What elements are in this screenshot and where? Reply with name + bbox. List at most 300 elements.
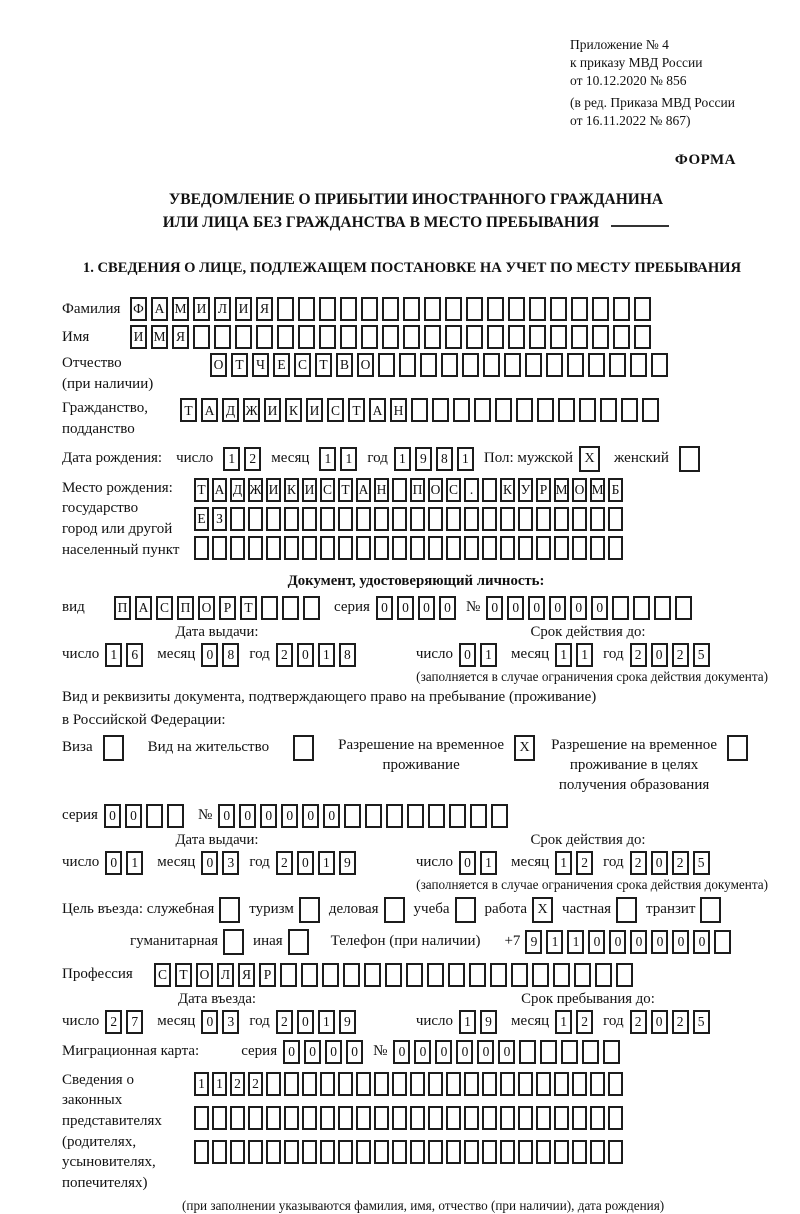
char-box[interactable] bbox=[356, 1072, 371, 1096]
char-box[interactable] bbox=[608, 1072, 623, 1096]
char-box[interactable]: 8 bbox=[222, 643, 239, 667]
char-box[interactable]: 0 bbox=[239, 804, 256, 828]
char-box[interactable]: 2 bbox=[230, 1072, 245, 1096]
char-box[interactable] bbox=[508, 297, 525, 321]
char-box[interactable] bbox=[266, 1140, 281, 1164]
char-box[interactable] bbox=[537, 398, 554, 422]
char-box[interactable]: 1 bbox=[459, 1010, 476, 1034]
char-box[interactable] bbox=[592, 297, 609, 321]
char-box[interactable] bbox=[600, 398, 617, 422]
char-box[interactable] bbox=[608, 1106, 623, 1130]
char-box[interactable] bbox=[428, 1140, 443, 1164]
char-box[interactable]: А bbox=[369, 398, 386, 422]
char-box[interactable] bbox=[466, 297, 483, 321]
char-box[interactable]: Т bbox=[180, 398, 197, 422]
char-box[interactable] bbox=[320, 1140, 335, 1164]
char-box[interactable] bbox=[338, 536, 353, 560]
char-box[interactable]: 3 bbox=[222, 1010, 239, 1034]
char-box[interactable] bbox=[561, 1040, 578, 1064]
char-box[interactable] bbox=[284, 1072, 299, 1096]
char-box[interactable] bbox=[550, 297, 567, 321]
char-box[interactable]: 0 bbox=[549, 596, 566, 620]
char-box[interactable] bbox=[410, 1140, 425, 1164]
char-box[interactable] bbox=[338, 1072, 353, 1096]
char-box[interactable] bbox=[608, 536, 623, 560]
char-box[interactable]: Я bbox=[256, 297, 273, 321]
char-box[interactable] bbox=[410, 507, 425, 531]
char-box[interactable]: 0 bbox=[459, 851, 476, 875]
checkbox[interactable]: X bbox=[514, 735, 535, 761]
char-box[interactable] bbox=[428, 507, 443, 531]
char-box[interactable]: 2 bbox=[244, 447, 261, 471]
char-box[interactable] bbox=[504, 353, 521, 377]
char-box[interactable] bbox=[453, 398, 470, 422]
char-box[interactable] bbox=[518, 536, 533, 560]
checkbox[interactable] bbox=[727, 735, 748, 761]
checkbox[interactable] bbox=[455, 897, 476, 923]
char-box[interactable] bbox=[590, 1106, 605, 1130]
char-box[interactable]: 3 bbox=[222, 851, 239, 875]
char-box[interactable] bbox=[194, 536, 209, 560]
char-box[interactable] bbox=[411, 398, 428, 422]
char-box[interactable]: 2 bbox=[630, 851, 647, 875]
char-box[interactable] bbox=[590, 536, 605, 560]
char-box[interactable]: Ф bbox=[130, 297, 147, 321]
char-box[interactable] bbox=[540, 1040, 557, 1064]
char-box[interactable] bbox=[495, 398, 512, 422]
char-box[interactable]: 0 bbox=[201, 1010, 218, 1034]
char-box[interactable] bbox=[277, 297, 294, 321]
char-box[interactable]: 1 bbox=[126, 851, 143, 875]
char-box[interactable] bbox=[403, 297, 420, 321]
char-box[interactable] bbox=[343, 963, 360, 987]
char-box[interactable] bbox=[482, 536, 497, 560]
char-box[interactable]: 1 bbox=[223, 447, 240, 471]
char-box[interactable]: Р bbox=[536, 478, 551, 502]
char-box[interactable] bbox=[536, 1072, 551, 1096]
char-box[interactable]: И bbox=[130, 325, 147, 349]
char-box[interactable] bbox=[572, 1072, 587, 1096]
char-box[interactable]: 1 bbox=[318, 643, 335, 667]
char-box[interactable] bbox=[302, 507, 317, 531]
char-box[interactable]: П bbox=[410, 478, 425, 502]
char-box[interactable]: 1 bbox=[318, 851, 335, 875]
char-box[interactable] bbox=[427, 963, 444, 987]
char-box[interactable]: 0 bbox=[459, 643, 476, 667]
char-box[interactable] bbox=[482, 478, 497, 502]
char-box[interactable] bbox=[230, 507, 245, 531]
char-box[interactable] bbox=[616, 963, 633, 987]
char-box[interactable]: 8 bbox=[436, 447, 453, 471]
char-box[interactable] bbox=[446, 1140, 461, 1164]
char-box[interactable]: 0 bbox=[323, 804, 340, 828]
char-box[interactable] bbox=[518, 1140, 533, 1164]
char-box[interactable]: 6 bbox=[126, 643, 143, 667]
char-box[interactable] bbox=[301, 963, 318, 987]
char-box[interactable]: 2 bbox=[630, 1010, 647, 1034]
char-box[interactable] bbox=[320, 507, 335, 531]
char-box[interactable] bbox=[608, 1140, 623, 1164]
char-box[interactable]: 0 bbox=[507, 596, 524, 620]
char-box[interactable] bbox=[302, 536, 317, 560]
char-box[interactable]: П bbox=[177, 596, 194, 620]
char-box[interactable]: 2 bbox=[276, 643, 293, 667]
char-box[interactable] bbox=[554, 536, 569, 560]
checkbox[interactable] bbox=[219, 897, 240, 923]
char-box[interactable]: 2 bbox=[276, 1010, 293, 1034]
checkbox[interactable] bbox=[679, 446, 700, 472]
char-box[interactable] bbox=[146, 804, 163, 828]
char-box[interactable] bbox=[608, 507, 623, 531]
char-box[interactable] bbox=[462, 353, 479, 377]
char-box[interactable] bbox=[571, 297, 588, 321]
char-box[interactable] bbox=[554, 1106, 569, 1130]
char-box[interactable]: О bbox=[357, 353, 374, 377]
char-box[interactable] bbox=[374, 1140, 389, 1164]
char-box[interactable] bbox=[621, 398, 638, 422]
char-box[interactable]: Т bbox=[231, 353, 248, 377]
char-box[interactable] bbox=[558, 398, 575, 422]
char-box[interactable]: 0 bbox=[346, 1040, 363, 1064]
char-box[interactable] bbox=[582, 1040, 599, 1064]
char-box[interactable]: 0 bbox=[283, 1040, 300, 1064]
char-box[interactable] bbox=[298, 325, 315, 349]
char-box[interactable] bbox=[491, 804, 508, 828]
char-box[interactable]: Т bbox=[315, 353, 332, 377]
char-box[interactable] bbox=[320, 1106, 335, 1130]
char-box[interactable] bbox=[356, 1106, 371, 1130]
char-box[interactable] bbox=[302, 1072, 317, 1096]
char-box[interactable] bbox=[266, 1072, 281, 1096]
char-box[interactable]: 0 bbox=[393, 1040, 410, 1064]
char-box[interactable] bbox=[613, 325, 630, 349]
char-box[interactable]: 2 bbox=[672, 1010, 689, 1034]
char-box[interactable]: 0 bbox=[218, 804, 235, 828]
char-box[interactable]: 1 bbox=[576, 643, 593, 667]
char-box[interactable] bbox=[536, 507, 551, 531]
char-box[interactable] bbox=[214, 325, 231, 349]
char-box[interactable] bbox=[410, 1072, 425, 1096]
char-box[interactable] bbox=[630, 353, 647, 377]
char-box[interactable]: 1 bbox=[457, 447, 474, 471]
char-box[interactable] bbox=[374, 1106, 389, 1130]
char-box[interactable]: 1 bbox=[555, 851, 572, 875]
char-box[interactable] bbox=[482, 1140, 497, 1164]
char-box[interactable] bbox=[474, 398, 491, 422]
char-box[interactable]: 0 bbox=[477, 1040, 494, 1064]
char-box[interactable] bbox=[464, 1072, 479, 1096]
char-box[interactable] bbox=[500, 536, 515, 560]
char-box[interactable] bbox=[428, 804, 445, 828]
char-box[interactable]: 9 bbox=[415, 447, 432, 471]
char-box[interactable] bbox=[446, 1072, 461, 1096]
char-box[interactable]: 0 bbox=[260, 804, 277, 828]
char-box[interactable] bbox=[449, 804, 466, 828]
char-box[interactable]: О bbox=[572, 478, 587, 502]
checkbox[interactable] bbox=[616, 897, 637, 923]
char-box[interactable] bbox=[284, 1140, 299, 1164]
char-box[interactable]: И bbox=[306, 398, 323, 422]
char-box[interactable] bbox=[230, 1106, 245, 1130]
char-box[interactable] bbox=[483, 353, 500, 377]
char-box[interactable]: 0 bbox=[570, 596, 587, 620]
char-box[interactable]: 0 bbox=[672, 930, 689, 954]
char-box[interactable]: И bbox=[264, 398, 281, 422]
char-box[interactable] bbox=[642, 398, 659, 422]
char-box[interactable]: У bbox=[518, 478, 533, 502]
char-box[interactable] bbox=[470, 804, 487, 828]
char-box[interactable]: Т bbox=[240, 596, 257, 620]
char-box[interactable] bbox=[284, 507, 299, 531]
char-box[interactable]: С bbox=[327, 398, 344, 422]
char-box[interactable] bbox=[403, 325, 420, 349]
char-box[interactable] bbox=[302, 1140, 317, 1164]
char-box[interactable] bbox=[410, 1106, 425, 1130]
char-box[interactable]: 0 bbox=[651, 930, 668, 954]
char-box[interactable] bbox=[579, 398, 596, 422]
char-box[interactable]: 2 bbox=[248, 1072, 263, 1096]
char-box[interactable]: Д bbox=[230, 478, 245, 502]
char-box[interactable] bbox=[482, 1106, 497, 1130]
char-box[interactable] bbox=[571, 325, 588, 349]
char-box[interactable]: 0 bbox=[201, 643, 218, 667]
char-box[interactable] bbox=[609, 353, 626, 377]
char-box[interactable] bbox=[554, 1072, 569, 1096]
char-box[interactable]: 1 bbox=[555, 1010, 572, 1034]
char-box[interactable] bbox=[167, 804, 184, 828]
char-box[interactable] bbox=[364, 963, 381, 987]
char-box[interactable] bbox=[280, 963, 297, 987]
char-box[interactable] bbox=[392, 1106, 407, 1130]
char-box[interactable] bbox=[464, 507, 479, 531]
char-box[interactable]: 9 bbox=[339, 1010, 356, 1034]
char-box[interactable]: 5 bbox=[693, 643, 710, 667]
char-box[interactable] bbox=[256, 325, 273, 349]
checkbox[interactable] bbox=[299, 897, 320, 923]
char-box[interactable] bbox=[572, 507, 587, 531]
char-box[interactable]: Р bbox=[259, 963, 276, 987]
char-box[interactable] bbox=[446, 507, 461, 531]
char-box[interactable] bbox=[340, 297, 357, 321]
char-box[interactable] bbox=[588, 353, 605, 377]
char-box[interactable]: Л bbox=[217, 963, 234, 987]
char-box[interactable] bbox=[392, 478, 407, 502]
char-box[interactable] bbox=[340, 325, 357, 349]
char-box[interactable] bbox=[567, 353, 584, 377]
char-box[interactable] bbox=[651, 353, 668, 377]
char-box[interactable] bbox=[595, 963, 612, 987]
char-box[interactable]: О bbox=[428, 478, 443, 502]
char-box[interactable] bbox=[590, 1140, 605, 1164]
char-box[interactable] bbox=[592, 325, 609, 349]
char-box[interactable] bbox=[392, 1140, 407, 1164]
checkbox[interactable] bbox=[288, 929, 309, 955]
char-box[interactable] bbox=[508, 325, 525, 349]
char-box[interactable] bbox=[365, 804, 382, 828]
char-box[interactable] bbox=[519, 1040, 536, 1064]
char-box[interactable] bbox=[319, 297, 336, 321]
char-box[interactable]: 0 bbox=[201, 851, 218, 875]
char-box[interactable] bbox=[392, 1072, 407, 1096]
char-box[interactable]: Б bbox=[608, 478, 623, 502]
char-box[interactable] bbox=[490, 963, 507, 987]
char-box[interactable]: Т bbox=[348, 398, 365, 422]
char-box[interactable] bbox=[445, 297, 462, 321]
char-box[interactable]: С bbox=[156, 596, 173, 620]
char-box[interactable]: 1 bbox=[567, 930, 584, 954]
char-box[interactable] bbox=[194, 1106, 209, 1130]
char-box[interactable] bbox=[248, 536, 263, 560]
char-box[interactable]: И bbox=[193, 297, 210, 321]
char-box[interactable] bbox=[407, 804, 424, 828]
char-box[interactable]: Д bbox=[222, 398, 239, 422]
char-box[interactable]: 0 bbox=[528, 596, 545, 620]
char-box[interactable] bbox=[428, 1106, 443, 1130]
char-box[interactable]: 0 bbox=[376, 596, 393, 620]
char-box[interactable]: 2 bbox=[576, 851, 593, 875]
char-box[interactable]: 1 bbox=[194, 1072, 209, 1096]
char-box[interactable] bbox=[487, 297, 504, 321]
char-box[interactable] bbox=[320, 1072, 335, 1096]
char-box[interactable] bbox=[428, 536, 443, 560]
char-box[interactable]: Т bbox=[175, 963, 192, 987]
char-box[interactable] bbox=[572, 1140, 587, 1164]
char-box[interactable] bbox=[406, 963, 423, 987]
char-box[interactable] bbox=[338, 507, 353, 531]
char-box[interactable] bbox=[553, 963, 570, 987]
char-box[interactable] bbox=[634, 325, 651, 349]
char-box[interactable] bbox=[574, 963, 591, 987]
char-box[interactable] bbox=[410, 536, 425, 560]
char-box[interactable]: 0 bbox=[297, 1010, 314, 1034]
checkbox[interactable] bbox=[293, 735, 314, 761]
char-box[interactable]: 0 bbox=[414, 1040, 431, 1064]
char-box[interactable] bbox=[266, 1106, 281, 1130]
char-box[interactable] bbox=[420, 353, 437, 377]
char-box[interactable]: 0 bbox=[498, 1040, 515, 1064]
char-box[interactable]: С bbox=[446, 478, 461, 502]
char-box[interactable] bbox=[546, 353, 563, 377]
char-box[interactable]: 1 bbox=[212, 1072, 227, 1096]
char-box[interactable]: О bbox=[196, 963, 213, 987]
char-box[interactable]: 2 bbox=[672, 643, 689, 667]
char-box[interactable]: К bbox=[284, 478, 299, 502]
char-box[interactable] bbox=[386, 804, 403, 828]
char-box[interactable] bbox=[603, 1040, 620, 1064]
char-box[interactable]: Т bbox=[194, 478, 209, 502]
char-box[interactable] bbox=[469, 963, 486, 987]
char-box[interactable]: 9 bbox=[480, 1010, 497, 1034]
char-box[interactable] bbox=[382, 325, 399, 349]
char-box[interactable] bbox=[529, 325, 546, 349]
char-box[interactable] bbox=[428, 1072, 443, 1096]
char-box[interactable]: Я bbox=[238, 963, 255, 987]
checkbox[interactable] bbox=[700, 897, 721, 923]
char-box[interactable]: Ч bbox=[252, 353, 269, 377]
char-box[interactable]: 1 bbox=[319, 447, 336, 471]
checkbox[interactable] bbox=[384, 897, 405, 923]
char-box[interactable]: И bbox=[266, 478, 281, 502]
char-box[interactable]: 1 bbox=[555, 643, 572, 667]
char-box[interactable] bbox=[374, 507, 389, 531]
char-box[interactable] bbox=[361, 297, 378, 321]
char-box[interactable]: . bbox=[464, 478, 479, 502]
char-box[interactable]: 8 bbox=[339, 643, 356, 667]
char-box[interactable]: 0 bbox=[325, 1040, 342, 1064]
char-box[interactable]: 0 bbox=[397, 596, 414, 620]
char-box[interactable] bbox=[277, 325, 294, 349]
char-box[interactable]: А bbox=[212, 478, 227, 502]
char-box[interactable]: 1 bbox=[340, 447, 357, 471]
char-box[interactable]: 0 bbox=[486, 596, 503, 620]
char-box[interactable] bbox=[572, 536, 587, 560]
char-box[interactable]: Ж bbox=[243, 398, 260, 422]
char-box[interactable] bbox=[590, 507, 605, 531]
char-box[interactable] bbox=[613, 297, 630, 321]
char-box[interactable] bbox=[212, 536, 227, 560]
char-box[interactable] bbox=[374, 1072, 389, 1096]
char-box[interactable] bbox=[212, 1140, 227, 1164]
char-box[interactable]: 0 bbox=[588, 930, 605, 954]
char-box[interactable]: 0 bbox=[693, 930, 710, 954]
char-box[interactable] bbox=[432, 398, 449, 422]
checkbox[interactable]: X bbox=[532, 897, 553, 923]
char-box[interactable]: М bbox=[590, 478, 605, 502]
char-box[interactable]: 0 bbox=[651, 851, 668, 875]
char-box[interactable]: 1 bbox=[480, 643, 497, 667]
char-box[interactable] bbox=[518, 1072, 533, 1096]
char-box[interactable] bbox=[424, 297, 441, 321]
char-box[interactable]: 0 bbox=[651, 1010, 668, 1034]
char-box[interactable] bbox=[248, 1140, 263, 1164]
char-box[interactable] bbox=[500, 1106, 515, 1130]
char-box[interactable] bbox=[612, 596, 629, 620]
char-box[interactable] bbox=[554, 1140, 569, 1164]
char-box[interactable]: 1 bbox=[105, 643, 122, 667]
char-box[interactable] bbox=[399, 353, 416, 377]
char-box[interactable]: С bbox=[294, 353, 311, 377]
char-box[interactable]: 2 bbox=[630, 643, 647, 667]
char-box[interactable]: Е bbox=[273, 353, 290, 377]
char-box[interactable]: 1 bbox=[480, 851, 497, 875]
char-box[interactable]: 0 bbox=[105, 851, 122, 875]
char-box[interactable] bbox=[525, 353, 542, 377]
char-box[interactable] bbox=[319, 325, 336, 349]
char-box[interactable]: М bbox=[151, 325, 168, 349]
char-box[interactable]: Л bbox=[214, 297, 231, 321]
char-box[interactable]: 0 bbox=[418, 596, 435, 620]
char-box[interactable] bbox=[466, 325, 483, 349]
char-box[interactable] bbox=[230, 536, 245, 560]
char-box[interactable]: Н bbox=[374, 478, 389, 502]
char-box[interactable] bbox=[338, 1106, 353, 1130]
char-box[interactable] bbox=[550, 325, 567, 349]
char-box[interactable] bbox=[448, 963, 465, 987]
char-box[interactable] bbox=[482, 507, 497, 531]
char-box[interactable] bbox=[446, 1106, 461, 1130]
char-box[interactable] bbox=[356, 536, 371, 560]
char-box[interactable]: 0 bbox=[651, 643, 668, 667]
char-box[interactable]: О bbox=[210, 353, 227, 377]
char-box[interactable] bbox=[714, 930, 731, 954]
char-box[interactable] bbox=[500, 1140, 515, 1164]
char-box[interactable] bbox=[344, 804, 361, 828]
char-box[interactable]: К bbox=[500, 478, 515, 502]
char-box[interactable]: 2 bbox=[576, 1010, 593, 1034]
char-box[interactable] bbox=[361, 325, 378, 349]
checkbox[interactable]: X bbox=[579, 446, 600, 472]
char-box[interactable] bbox=[320, 536, 335, 560]
